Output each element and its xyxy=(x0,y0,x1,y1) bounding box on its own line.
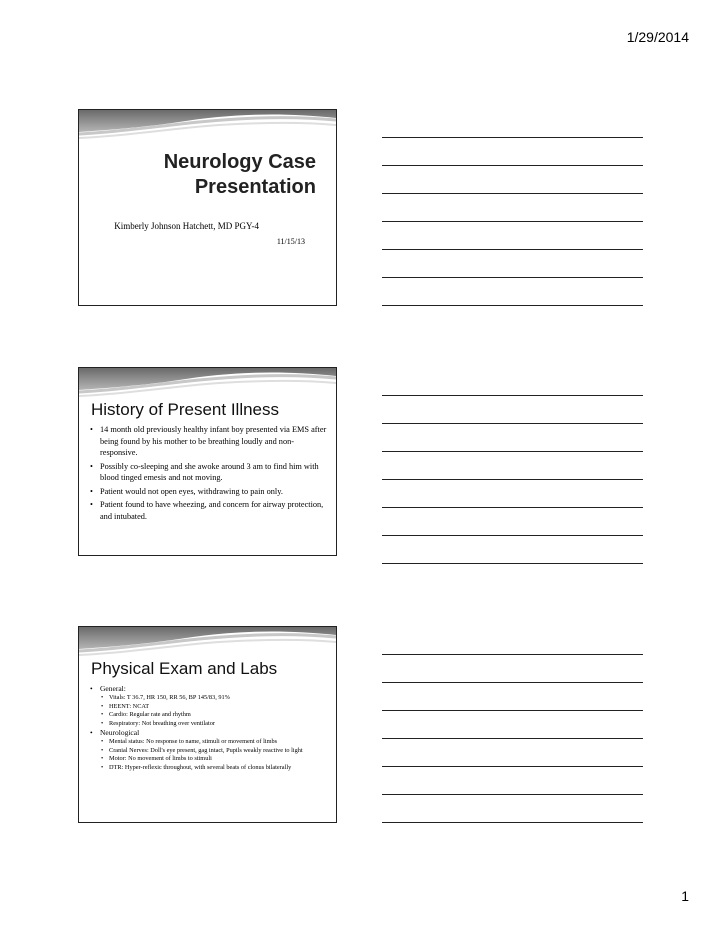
note-line xyxy=(382,277,643,278)
note-line xyxy=(382,738,643,739)
sub-list xyxy=(100,738,329,771)
page-number: 1 xyxy=(681,888,689,904)
note-line xyxy=(382,710,643,711)
slide-heading: History of Present Illness xyxy=(91,400,280,419)
note-line xyxy=(382,193,643,194)
sub-list-item: • Vitals: T 36.7, HR 150, RR 56, BP 145/83, 91% xyxy=(100,694,329,701)
list-item: • Patient would not open eyes, withdrawing to pain only. xyxy=(89,486,329,498)
sub-list-item: • Cardio: Regular rate and rhythm xyxy=(100,711,329,718)
slide-title xyxy=(78,109,337,306)
bullet-list xyxy=(89,424,329,524)
slide-author: Kimberly Johnson Hatchett, MD PGY-4 xyxy=(114,221,259,231)
slide-physical-exam xyxy=(78,626,337,823)
note-line xyxy=(382,395,643,396)
sub-list-item: • HEENT: NCAT xyxy=(100,703,329,710)
note-line xyxy=(382,654,643,655)
note-line xyxy=(382,479,643,480)
note-line xyxy=(382,305,643,306)
list-item xyxy=(89,728,329,771)
list-item: • 14 month old previously healthy infant boy presented via EMS after being found by his mother to be breathing loudly and non-responsive. xyxy=(89,424,329,459)
note-line xyxy=(382,794,643,795)
list-item xyxy=(89,684,329,727)
note-line xyxy=(382,766,643,767)
slide-date: 11/15/13 xyxy=(276,237,305,246)
section-label: Neurological xyxy=(100,728,140,737)
sub-list-item: • Motor: No movement of limbs to stimuli xyxy=(100,755,329,762)
note-line xyxy=(382,563,643,564)
note-line xyxy=(382,535,643,536)
note-line xyxy=(382,221,643,222)
note-line xyxy=(382,507,643,508)
slide-heading: Physical Exam and Labs xyxy=(91,659,278,678)
note-line xyxy=(382,137,643,138)
note-line xyxy=(382,682,643,683)
sub-list-item: • Mental status: No response to name, stimuli or movement of limbs xyxy=(100,738,329,745)
note-line xyxy=(382,451,643,452)
section-label: General: xyxy=(100,684,126,693)
note-line xyxy=(382,165,643,166)
sub-list xyxy=(100,694,329,727)
bullet-list xyxy=(89,684,329,772)
slide-title-text: Neurology Case Presentation xyxy=(163,151,316,198)
note-line xyxy=(382,822,643,823)
note-line xyxy=(382,423,643,424)
sub-list-item: • Cranial Nerves: Doll's eye present, gag intact, Pupils weakly reactive to light xyxy=(100,747,329,754)
slide-history xyxy=(78,367,337,556)
list-item: • Patient found to have wheezing, and concern for airway protection, and intubated. xyxy=(89,499,329,522)
page-date: 1/29/2014 xyxy=(626,29,689,45)
note-line xyxy=(382,249,643,250)
list-item: • Possibly co-sleeping and she awoke around 3 am to find him with blood tinged emesis and not moving. xyxy=(89,461,329,484)
sub-list-item: • DTR: Hyper-reflexic throughout, with several beats of clonus bilaterally xyxy=(100,764,329,771)
sub-list-item: • Respiratory: Not breathing over ventilator xyxy=(100,720,329,727)
